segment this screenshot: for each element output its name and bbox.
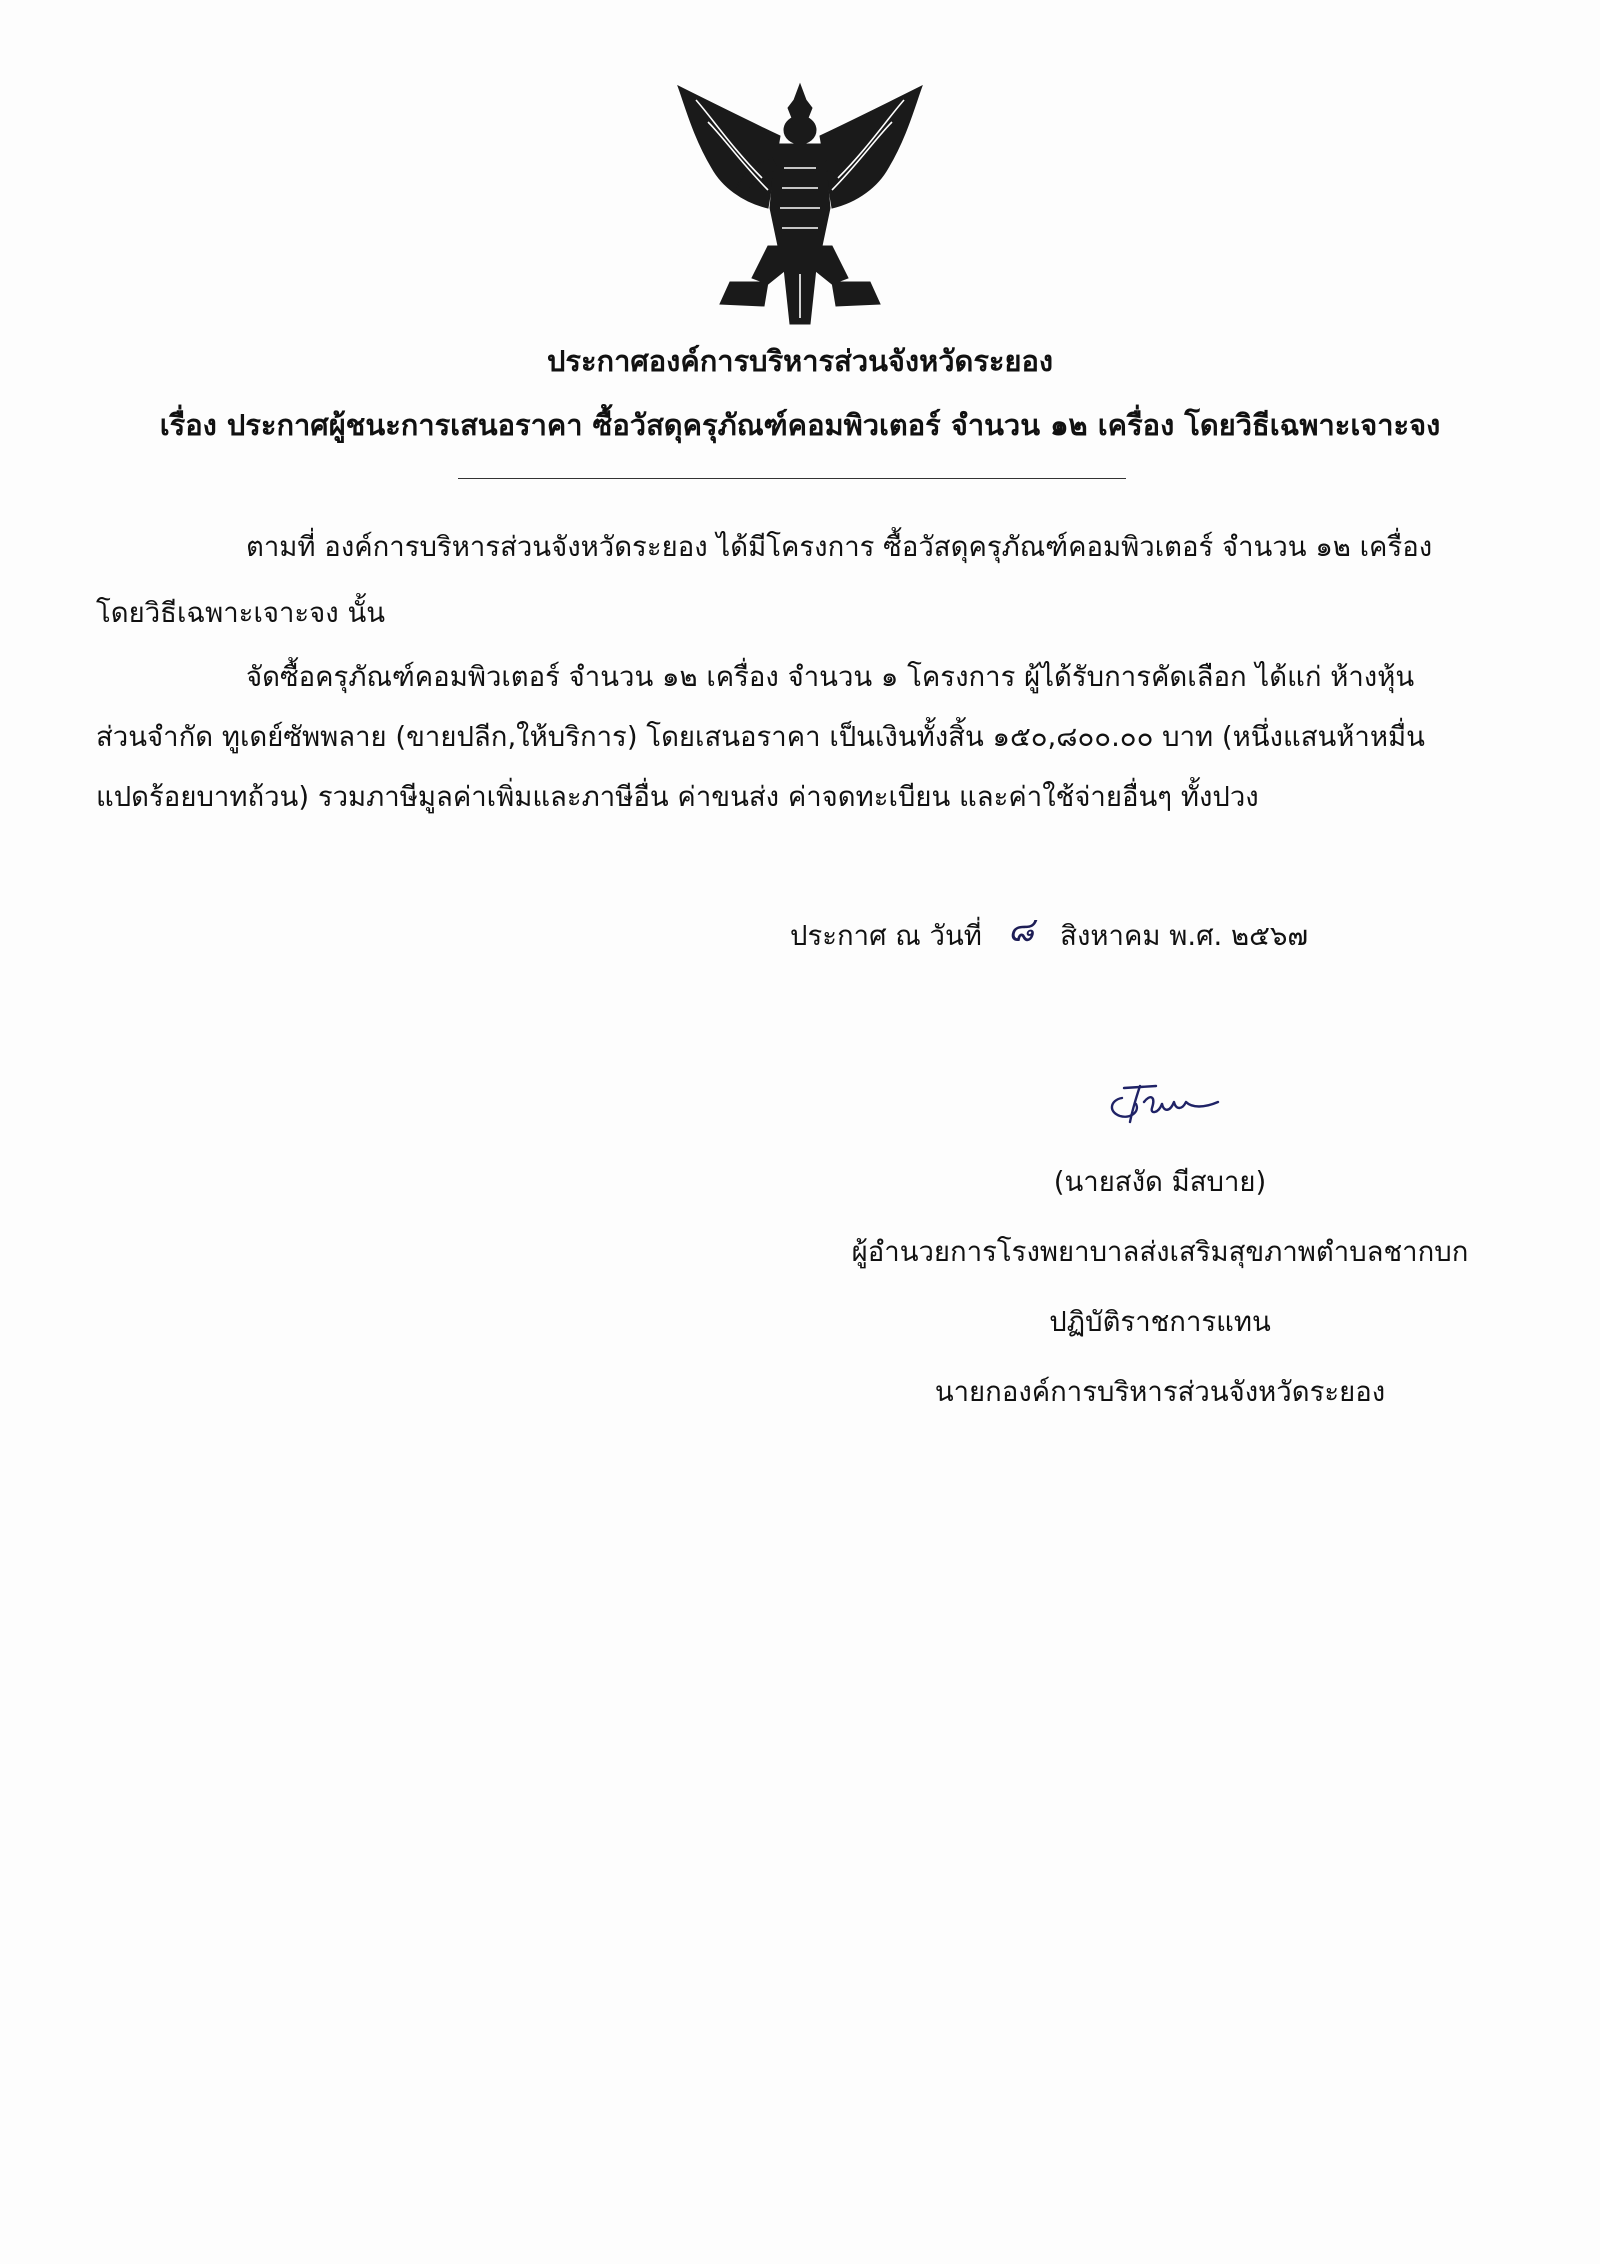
signatory-position: ผู้อำนวยการโรงพยาบาลส่งเสริมสุขภาพตำบลชากบก bbox=[851, 1236, 1469, 1268]
paragraph-1-line-2: โดยวิธีเฉพาะเจาะจง นั้น bbox=[96, 597, 386, 629]
document-title: ประกาศองค์การบริหารส่วนจังหวัดระยอง bbox=[546, 344, 1054, 378]
signatory-acting: ปฏิบัติราชการแทน bbox=[1049, 1306, 1271, 1338]
date-suffix: สิงหาคม พ.ศ. ๒๕๖๗ bbox=[1060, 920, 1309, 952]
paragraph-2-line-1: จัดซื้อครุภัณฑ์คอมพิวเตอร์ จำนวน ๑๒ เครื่อง จำนวน ๑ โครงการ ผู้ได้รับการคัดเลือก ได้แก่ ห้างหุ้น bbox=[246, 661, 1415, 693]
announcement-date bbox=[790, 906, 1308, 960]
garuda-emblem-icon bbox=[672, 78, 928, 328]
handwritten-signature bbox=[1100, 1078, 1230, 1138]
paragraph-2-line-2: ส่วนจำกัด ทูเดย์ซัพพลาย (ขายปลีก,ให้บริการ) โดยเสนอราคา เป็นเงินทั้งสิ้น ๑๕๐,๘๐๐.๐๐ บาท (หนึ่งแสนห้าหมื่น bbox=[96, 721, 1425, 753]
date-day: ๘ bbox=[1007, 910, 1035, 950]
signatory-on-behalf-of: นายกองค์การบริหารส่วนจังหวัดระยอง bbox=[934, 1376, 1386, 1408]
paragraph-1-line-1: ตามที่ องค์การบริหารส่วนจังหวัดระยอง ได้มีโครงการ ซื้อวัสดุครุภัณฑ์คอมพิวเตอร์ จำนวน ๑๒ เครื่อง bbox=[246, 531, 1433, 563]
paragraph-2-line-3: แปดร้อยบาทถ้วน) รวมภาษีมูลค่าเพิ่มและภาษีอื่น ค่าขนส่ง ค่าจดทะเบียน และค่าใช้จ่ายอื่นๆ ทั้งปวง bbox=[96, 781, 1259, 813]
document-subject: เรื่อง ประกาศผู้ชนะการเสนอราคา ซื้อวัสดุครุภัณฑ์คอมพิวเตอร์ จำนวน ๑๒ เครื่อง โดยวิธีเฉพาะเจาะจง bbox=[159, 408, 1441, 442]
heading-divider bbox=[458, 478, 1126, 479]
signatory-name: (นายสงัด มีสบาย) bbox=[1053, 1166, 1267, 1198]
date-prefix: ประกาศ ณ วันที่ bbox=[790, 920, 982, 952]
